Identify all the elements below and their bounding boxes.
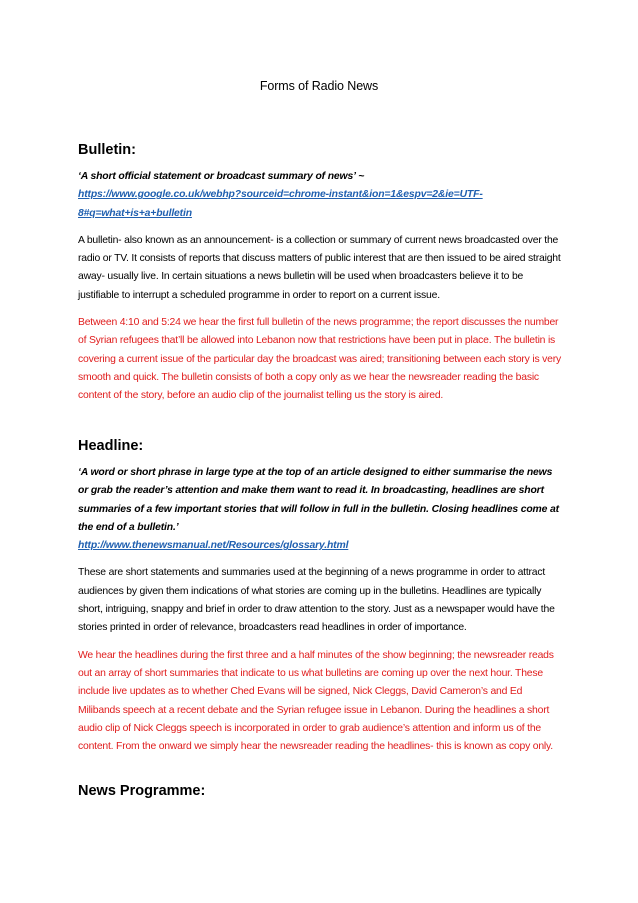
- bulletin-heading: Bulletin:: [78, 142, 136, 158]
- bulletin-quote: ‘A short official statement or broadcast summary of news’ ~: [78, 171, 365, 182]
- bulletin-definition: A bulletin- also known as an announcement- is a collection or summary of current news broadcasted over the radio or TV. It consists of reports that discuss matters of public interest that are then issued to be aired straight away- usually live. In certain situations a news bulletin will be used when broadcasters believe it to be justifiable to interrupt a scheduled programme in order to report on a current issue.: [78, 234, 561, 301]
- bulletin-source-link-line2[interactable]: 8#q=what+is+a+bulletin: [78, 207, 192, 219]
- headline-quote: ‘A word or short phrase in large type at the top of an article designed to either summarise the news or grab the reader’s attention and make them want to read it. In broadcasting, headlines are short summaries of a few important stories that will follow in full in the bulletin. Closing headlines come at the end of a bulletin.’: [78, 467, 559, 533]
- document-title: Forms of Radio News: [259, 79, 379, 93]
- headline-heading: Headline:: [78, 438, 144, 454]
- bulletin-analysis: Between 4:10 and 5:24 we hear the first full bulletin of the news programme; the report discusses the number of Syrian refugees that’ll be allowed into Lebanon now that restrictions have been put in place. The bulletin is covering a current issue of the particular day the broadcast was aired; transitioning between each story is very smooth and quick. The bulletin consists of both a copy only as we hear the newsreader reading the basic content of the story, before an audio clip of the journalist telling us the story is aired.: [78, 317, 561, 402]
- news-programme-section: [78, 782, 562, 800]
- bulletin-source-link-line1[interactable]: https://www.google.co.uk/webhp?sourceid=chrome-instant&ion=1&espv=2&ie=UTF-: [78, 189, 483, 201]
- bulletin-section: [78, 141, 562, 406]
- headline-analysis: We hear the headlines during the first three and a half minutes of the show beginning; the newsreader reads out an array of short summaries that indicate to us what bulletins are coming up over the next hour. These include live updates as to whether Ched Evans will be signed, Nick Cleggs, David Cameron’s and Ed Milibands speech at a recent debate and the Syrian refugee issue in Lebanon. During the headlines a short audio clip of Nick Cleggs speech is incorporated in order to grab audience’s attention and inform us of the content. From the onward we simply hear the newsreader reading the headlines- this is known as copy only.: [78, 649, 554, 753]
- headline-section: [78, 437, 562, 756]
- headline-definition: These are short statements and summaries used at the beginning of a news programme in order to attract audiences by given them indications of what stories are coming up in the bulletins. Headlines are typically short, intriguing, snappy and brief in order to draw attention to the story. Just as a newspaper would have the stories printed in order of relevance, broadcasters read headlines in order of importance.: [78, 567, 555, 634]
- news-programme-heading: News Programme:: [78, 783, 206, 799]
- headline-source-link[interactable]: http://www.thenewsmanual.net/Resources/glossary.html: [78, 540, 349, 552]
